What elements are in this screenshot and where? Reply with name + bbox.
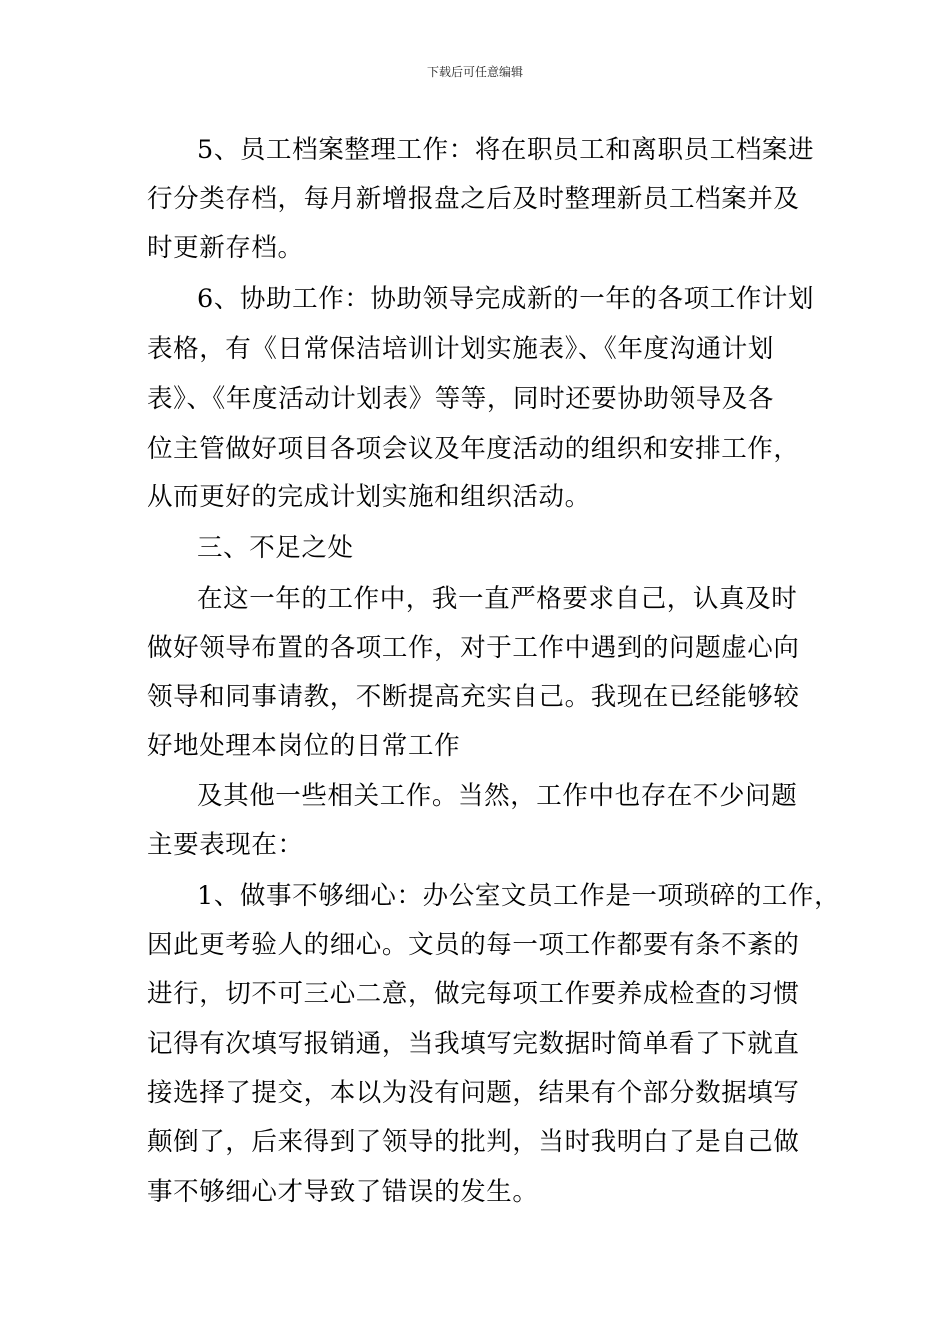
text-line: 事不够细心才导致了错误的发生。 [147,1177,539,1207]
text-line: 及其他一些相关工作。当然，工作中也存在不少问题 [197,781,798,811]
text-line: 时更新存档。 [147,233,304,263]
page-header: 下载后可任意编辑 [426,65,523,79]
text-line: 做好领导布置的各项工作，对于工作中遇到的问题虚心向 [147,633,800,663]
text-line: 行分类存档，每月新增报盘之后及时整理新员工档案并及 [147,184,800,214]
text-line: 1、做事不够细心：办公室文员工作是一项琐碎的工作， [197,881,841,911]
text-line: 位主管做好项目各项会议及年度活动的组织和安排工作， [147,434,800,464]
text-line: 在这一年的工作中，我一直严格要求自己，认真及时 [197,584,798,614]
text-line: 表格，有《日常保洁培训计划实施表》、《年度沟通计划 [147,334,775,364]
text-line: 从而更好的完成计划实施和组织活动。 [147,482,591,512]
text-line: 因此更考验人的细心。文员的每一项工作都要有条不紊的 [147,930,800,960]
section-heading: 三、不足之处 [197,533,354,563]
text-line: 接选择了提交，本以为没有问题，结果有个部分数据填写 [147,1078,800,1108]
text-line: 记得有次填写报销通，当我填写完数据时简单看了下就直 [147,1029,800,1059]
text-line: 颠倒了，后来得到了领导的批判，当时我明白了是自己做 [147,1127,800,1157]
text-line: 表》、《年度活动计划表》等等，同时还要协助领导及各 [147,384,775,414]
text-line: 6、协助工作：协助领导完成新的一年的各项工作计划 [197,284,815,314]
text-line: 好地处理本岗位的日常工作 [147,731,461,761]
text-line: 领导和同事请教，不断提高充实自己。我现在已经能够较 [147,682,800,712]
text-line: 进行，切不可三心二意，做完每项工作要养成检查的习惯 [147,979,800,1009]
text-line: 5、员工档案整理工作：将在职员工和离职员工档案进 [197,135,815,165]
text-line: 主要表现在： [147,830,304,860]
